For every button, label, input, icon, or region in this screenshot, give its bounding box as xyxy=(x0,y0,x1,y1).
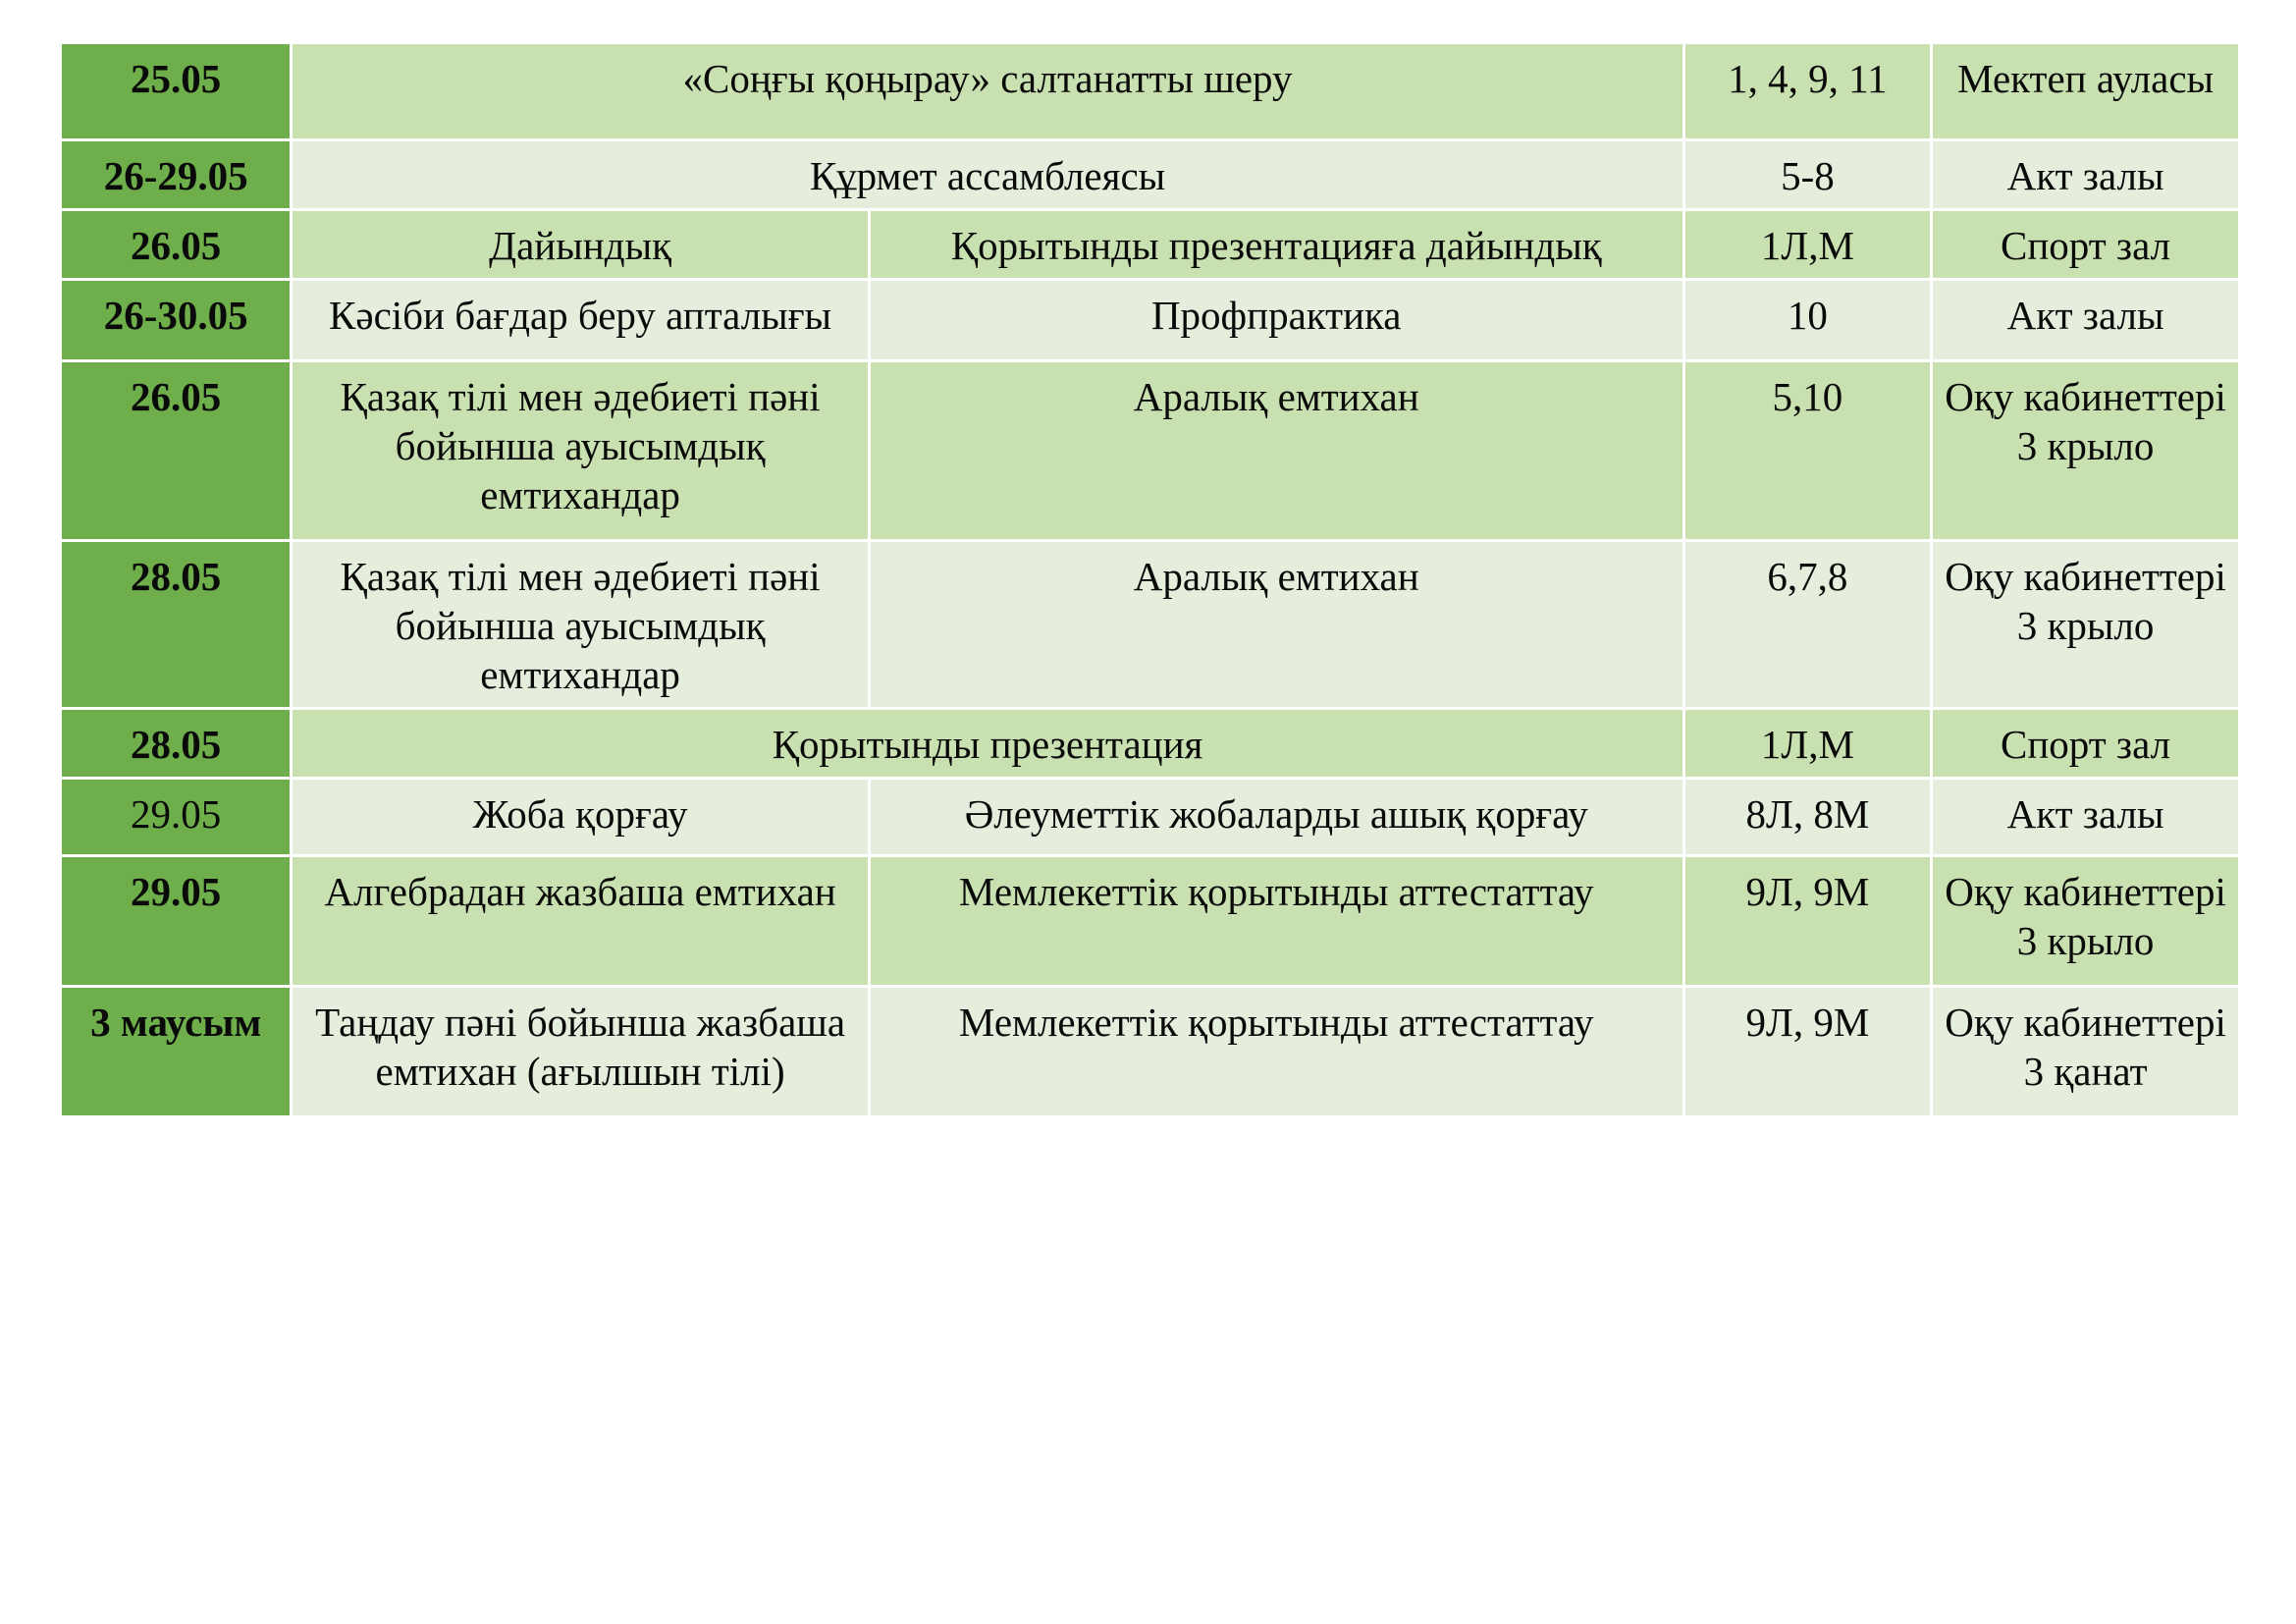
cell-date: 25.05 xyxy=(62,44,290,138)
cell-activity-right: Мемлекеттік қорытынды аттестаттау xyxy=(871,988,1682,1115)
table-row xyxy=(62,141,2238,208)
cell-place: Оқу кабинеттері 3 крыло xyxy=(1933,542,2238,707)
cell-activity-right: Әлеуметтік жобаларды ашық қорғау xyxy=(871,780,1682,854)
cell-place: Оқу кабинеттері 3 крыло xyxy=(1933,857,2238,985)
cell-place: Спорт зал xyxy=(1933,211,2238,278)
cell-place: Оқу кабинеттері 3 қанат xyxy=(1933,988,2238,1115)
cell-date: 26.05 xyxy=(62,211,290,278)
table-row xyxy=(62,211,2238,278)
cell-activity-left: Кәсіби бағдар беру апталығы xyxy=(293,281,867,359)
table-row xyxy=(62,710,2238,777)
cell-place: Акт залы xyxy=(1933,141,2238,208)
table-row xyxy=(62,988,2238,1115)
cell-date: 28.05 xyxy=(62,542,290,707)
cell-activity-right: Мемлекеттік қорытынды аттестаттау xyxy=(871,857,1682,985)
cell-place: Мектеп ауласы xyxy=(1933,44,2238,138)
cell-activity-left: Қазақ тілі мен әдебиеті пәні бойынша ауысымдық емтихандар xyxy=(293,362,867,539)
cell-date: 26.05 xyxy=(62,362,290,539)
table-row xyxy=(62,857,2238,985)
schedule-table-body xyxy=(62,44,2238,1115)
cell-activity-right: Профпрактика xyxy=(871,281,1682,359)
cell-activity-right: Аралық емтихан xyxy=(871,542,1682,707)
cell-activity-merged: «Соңғы қоңырау» салтанатты шеру xyxy=(293,44,1682,138)
cell-place: Оқу кабинеттері 3 крыло xyxy=(1933,362,2238,539)
cell-classes: 1Л,М xyxy=(1685,710,1930,777)
table-row xyxy=(62,362,2238,539)
cell-activity-merged: Құрмет ассамблеясы xyxy=(293,141,1682,208)
cell-classes: 9Л, 9М xyxy=(1685,988,1930,1115)
cell-activity-right: Қорытынды презентацияға дайындық xyxy=(871,211,1682,278)
cell-date: 29.05 xyxy=(62,780,290,854)
cell-place: Акт залы xyxy=(1933,281,2238,359)
table-row xyxy=(62,542,2238,707)
cell-activity-left: Қазақ тілі мен әдебиеті пәні бойынша ауысымдық емтихандар xyxy=(293,542,867,707)
cell-classes: 9Л, 9М xyxy=(1685,857,1930,985)
cell-date: 26-30.05 xyxy=(62,281,290,359)
cell-activity-left: Дайындық xyxy=(293,211,867,278)
cell-activity-left: Жоба қорғау xyxy=(293,780,867,854)
cell-activity-left: Алгебрадан жазбаша емтихан xyxy=(293,857,867,985)
cell-classes: 5-8 xyxy=(1685,141,1930,208)
cell-classes: 8Л, 8М xyxy=(1685,780,1930,854)
cell-date: 26-29.05 xyxy=(62,141,290,208)
cell-activity-merged: Қорытынды презентация xyxy=(293,710,1682,777)
cell-date: 29.05 xyxy=(62,857,290,985)
table-row xyxy=(62,281,2238,359)
cell-activity-left: Таңдау пәні бойынша жазбаша емтихан (ағылшын тілі) xyxy=(293,988,867,1115)
cell-classes: 1, 4, 9, 11 xyxy=(1685,44,1930,138)
cell-date: 28.05 xyxy=(62,710,290,777)
cell-classes: 6,7,8 xyxy=(1685,542,1930,707)
cell-classes: 10 xyxy=(1685,281,1930,359)
cell-classes: 1Л,М xyxy=(1685,211,1930,278)
cell-place: Акт залы xyxy=(1933,780,2238,854)
cell-place: Спорт зал xyxy=(1933,710,2238,777)
table-row xyxy=(62,44,2238,138)
schedule-table xyxy=(59,41,2241,1118)
cell-classes: 5,10 xyxy=(1685,362,1930,539)
table-row xyxy=(62,780,2238,854)
cell-activity-right: Аралық емтихан xyxy=(871,362,1682,539)
cell-date: 3 маусым xyxy=(62,988,290,1115)
